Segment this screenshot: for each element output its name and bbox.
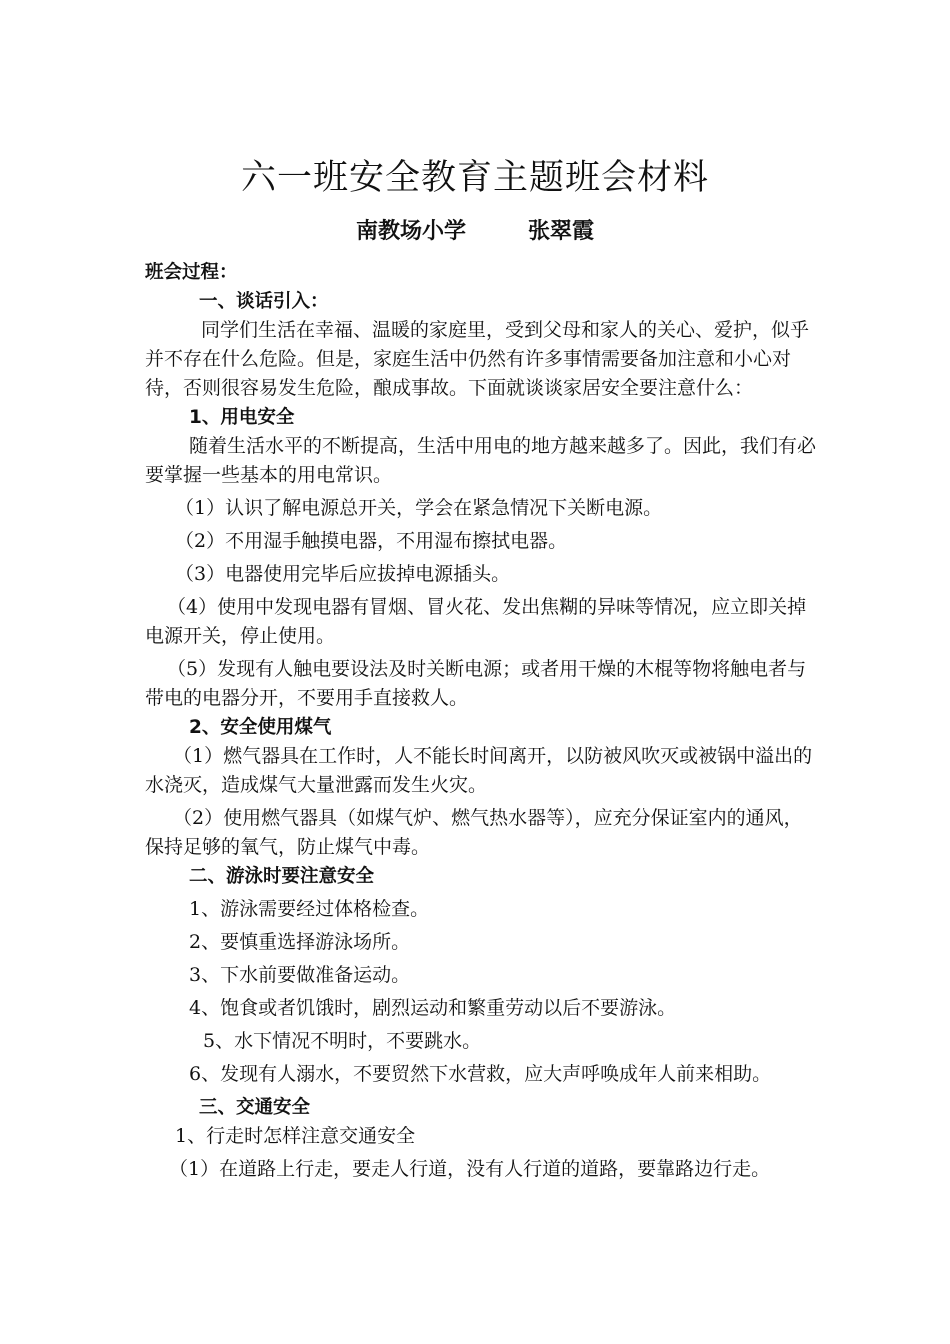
swimming-item: 1、游泳需要经过体格检查。: [189, 898, 430, 920]
subsection-heading-gas: 2、安全使用煤气: [189, 717, 332, 738]
section-heading-traffic: 三、交通安全: [199, 1097, 311, 1118]
author-line: [0, 214, 950, 245]
swimming-item: 6、发现有人溺水，不要贸然下水营救，应大声呼唤成年人前来相助。: [189, 1063, 772, 1085]
traffic-subheading: 1、行走时怎样注意交通安全: [175, 1125, 416, 1147]
electricity-paragraph: 随着生活水平的不断提高，生活中用电的地方越来越多了。因此，我们有必要掌握一些基本的用电常识。: [145, 435, 817, 486]
process-label: 班会过程：: [145, 262, 238, 283]
author-name: 张翠霞: [528, 219, 595, 244]
electricity-item: （4）使用中发现电器有冒烟、冒火花、发出焦糊的异味等情况，应立即关掉电源开关，停止使用。: [145, 596, 807, 647]
intro-paragraph: 同学们生活在幸福、温暖的家庭里，受到父母和家人的关心、爱护，似乎并不存在什么危险。但是，家庭生活中仍然有许多事情需要备加注意和小心对待，否则很容易发生危险，酿成事故。下面就谈谈家居安全要注意什么：: [145, 319, 810, 399]
gas-item: （1）燃气器具在工作时，人不能长时间离开，以防被风吹灭或被锅中溢出的水浇灭，造成煤气大量泄露而发生火灾。: [145, 745, 813, 796]
gas-item: （2）使用燃气器具（如煤气炉、燃气热水器等），应充分保证室内的通风，保持足够的氧气，防止煤气中毒。: [145, 807, 803, 858]
swimming-item: 3、下水前要做准备运动。: [189, 964, 411, 986]
document-title: 六一班安全教育主题班会材料: [240, 158, 709, 198]
electricity-item: （2）不用湿手触摸电器，不用湿布擦拭电器。: [175, 530, 568, 552]
swimming-item: 5、水下情况不明时，不要跳水。: [203, 1030, 482, 1052]
subsection-heading-electricity: 1、用电安全: [189, 407, 295, 428]
section-heading-swimming: 二、游泳时要注意安全: [189, 866, 375, 887]
section-heading-intro: 一、谈话引入：: [199, 291, 329, 312]
electricity-item: （1）认识了解电源总开关，学会在紧急情况下关断电源。: [175, 497, 663, 519]
electricity-item: （5）发现有人触电要设法及时关断电源；或者用干燥的木棍等物将触电者与带电的电器分开，不要用手直接救人。: [145, 658, 807, 709]
document-body: [145, 258, 817, 1184]
traffic-item: （1）在道路上行走，要走人行道，没有人行道的道路，要靠路边行走。: [169, 1158, 771, 1180]
electricity-item: （3）电器使用完毕后应拔掉电源插头。: [175, 563, 511, 585]
school-name: 南教场小学: [355, 219, 466, 244]
swimming-item: 2、要慎重选择游泳场所。: [189, 931, 411, 953]
swimming-item: 4、饱食或者饥饿时，剧烈运动和繁重劳动以后不要游泳。: [189, 997, 677, 1019]
